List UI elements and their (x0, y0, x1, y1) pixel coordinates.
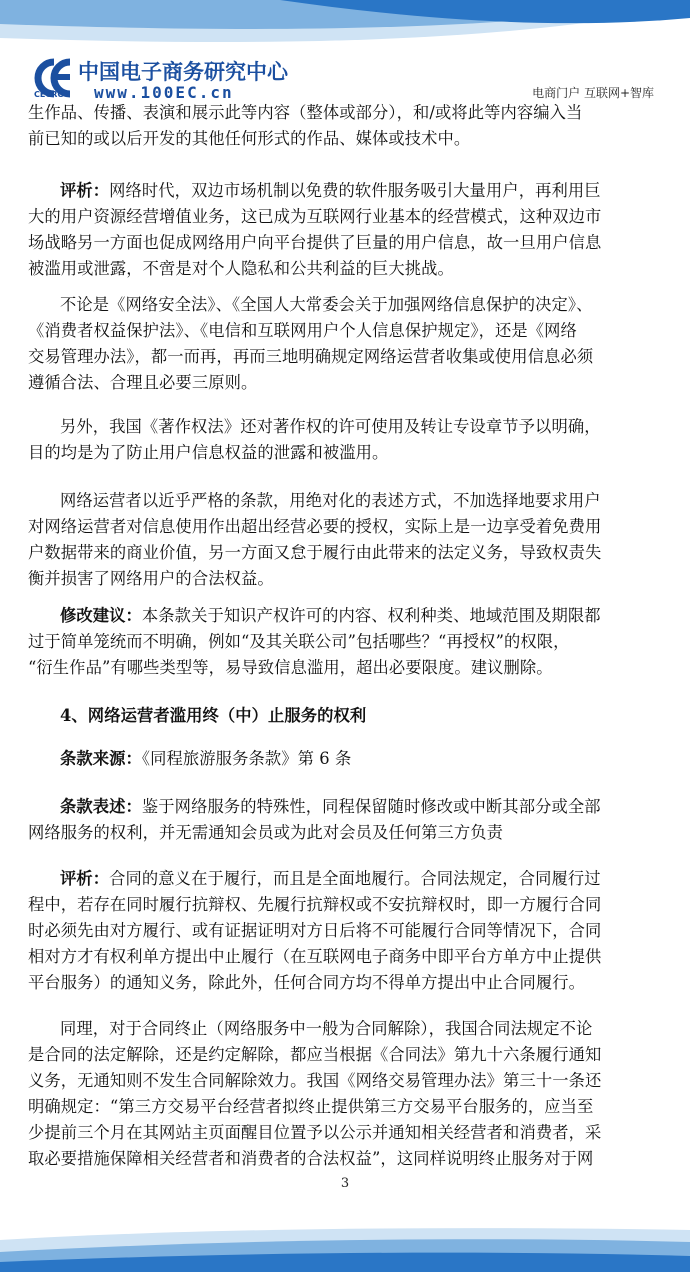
text-line: 同理，对于合同终止（网络服务中一般为合同解除），我国合同法规定不论 (60, 1019, 593, 1038)
text-line: 交易管理办法》，都一而再，再而三地明确规定网络运营者收集或使用信息必须 (28, 347, 594, 366)
header-tagline: 电商门户 互联网+智库 (532, 86, 654, 100)
text-line: 条款表述：鉴于网络服务的特殊性，同程保留随时修改或中断其部分或全部 (60, 797, 601, 816)
logo-url: www.100EC.cn (94, 83, 234, 102)
text-line: 少提前三个月在其网站主页面醒目位置予以公示并通知相关经营者和消费者，采 (28, 1123, 602, 1142)
text-line: 生作品、传播、表演和展示此等内容（整体或部分），和/或将此等内容编入当 (28, 103, 583, 122)
text-line: 程中，若存在同时履行抗辩权、先履行抗辩权或不安抗辩权时，即一方履行合同 (28, 895, 602, 914)
text-line: “衍生作品”有哪些类型等，易导致信息滥用，超出必要限度。建议删除。 (28, 658, 553, 677)
text-line: 相对方才有权利单方提出中止履行（在互联网电子商务中即平台方单方中止提供 (28, 947, 602, 966)
text-line: 另外，我国《著作权法》还对著作权的许可使用及转让专设章节予以明确， (60, 417, 601, 436)
label-statement: 条款表述： (60, 797, 142, 816)
text-line: 评析：合同的意义在于履行，而且是全面地履行。合同法规定，合同履行过 (60, 869, 601, 888)
page-number: 3 (340, 1176, 350, 1191)
label-source: 条款来源： (60, 749, 142, 768)
text-line: 网络运营者以近乎严格的条款，用绝对化的表述方式，不加选择地要求用户 (60, 491, 601, 510)
label-review: 评析： (60, 869, 110, 888)
text-line: 《消费者权益保护法》、《电信和互联网用户个人信息保护规定》，还是《网络 (28, 321, 577, 340)
text-line: 过于简单笼统而不明确，例如“及其关联公司”包括哪些？“再授权”的权限， (28, 632, 570, 651)
text-line: 修改建议：本条款关于知识产权许可的内容、权利种类、地域范围及期限都 (60, 606, 601, 625)
text-line: 对网络运营者对信息使用作出超出经营必要的授权，实际上是一边享受着免费用 (28, 517, 602, 536)
text-line: 评析：网络时代，双边市场机制以免费的软件服务吸引大量用户，再利用巨 (60, 181, 601, 200)
logo-title: 中国电子商务研究中心 (78, 60, 288, 84)
text-line: 不论是《网络安全法》、《全国人大常委会关于加强网络信息保护的决定》、 (60, 295, 593, 314)
text-line: 被滥用或泄露，不啻是对个人隐私和公共利益的巨大挑战。 (28, 259, 454, 278)
text-line: 条款来源：《同程旅游服务条款》第 6 条 (60, 749, 352, 768)
section-heading: 4、网络运营者滥用终（中）止服务的权利 (60, 706, 367, 725)
text-line: 明确规定：“第三方交易平台经营者拟终止提供第三方交易平台服务的，应当至 (28, 1097, 594, 1116)
text-line: 户数据带来的商业价值，另一方面又怠于履行由此带来的法定义务，导致权责失 (28, 543, 602, 562)
text-line: 大的用户资源经营增值业务，这已成为互联网行业基本的经营模式，这种双边市 (28, 207, 602, 226)
text-line: 遵循合法、合理且必要三原则。 (28, 373, 258, 392)
text-line: 网络服务的权利，并无需通知会员或为此对会员及任何第三方负责 (28, 823, 504, 842)
text-line: 目的均是为了防止用户信息权益的泄露和被滥用。 (28, 443, 389, 462)
logo-abbreviation: CECRC (34, 90, 64, 99)
text-line: 取必要措施保障相关经营者和消费者的合法权益”，这同样说明终止服务对于网 (28, 1149, 594, 1168)
text-line: 衡并损害了网络用户的合法权益。 (28, 569, 274, 588)
text-line: 是合同的法定解除，还是约定解除，都应当根据《合同法》第九十六条履行通知 (28, 1045, 602, 1064)
text-line: 场战略另一方面也促成网络用户向平台提供了巨量的用户信息，故一旦用户信息 (28, 233, 602, 252)
text-line: 平台服务）的通知义务，除此外，任何合同方均不得单方提出中止合同履行。 (28, 973, 585, 992)
footer-swoosh (0, 1200, 690, 1272)
label-suggestion: 修改建议： (60, 606, 142, 625)
text-line: 义务，无通知则不发生合同解除效力。我国《网络交易管理办法》第三十一条还 (28, 1071, 602, 1090)
text-line: 时必须先由对方履行、或有证据证明对方日后将不可能履行合同等情况下，合同 (28, 921, 602, 940)
label-review: 评析： (60, 181, 110, 200)
text-line: 前已知的或以后开发的其他任何形式的作品、媒体或技术中。 (28, 129, 471, 148)
